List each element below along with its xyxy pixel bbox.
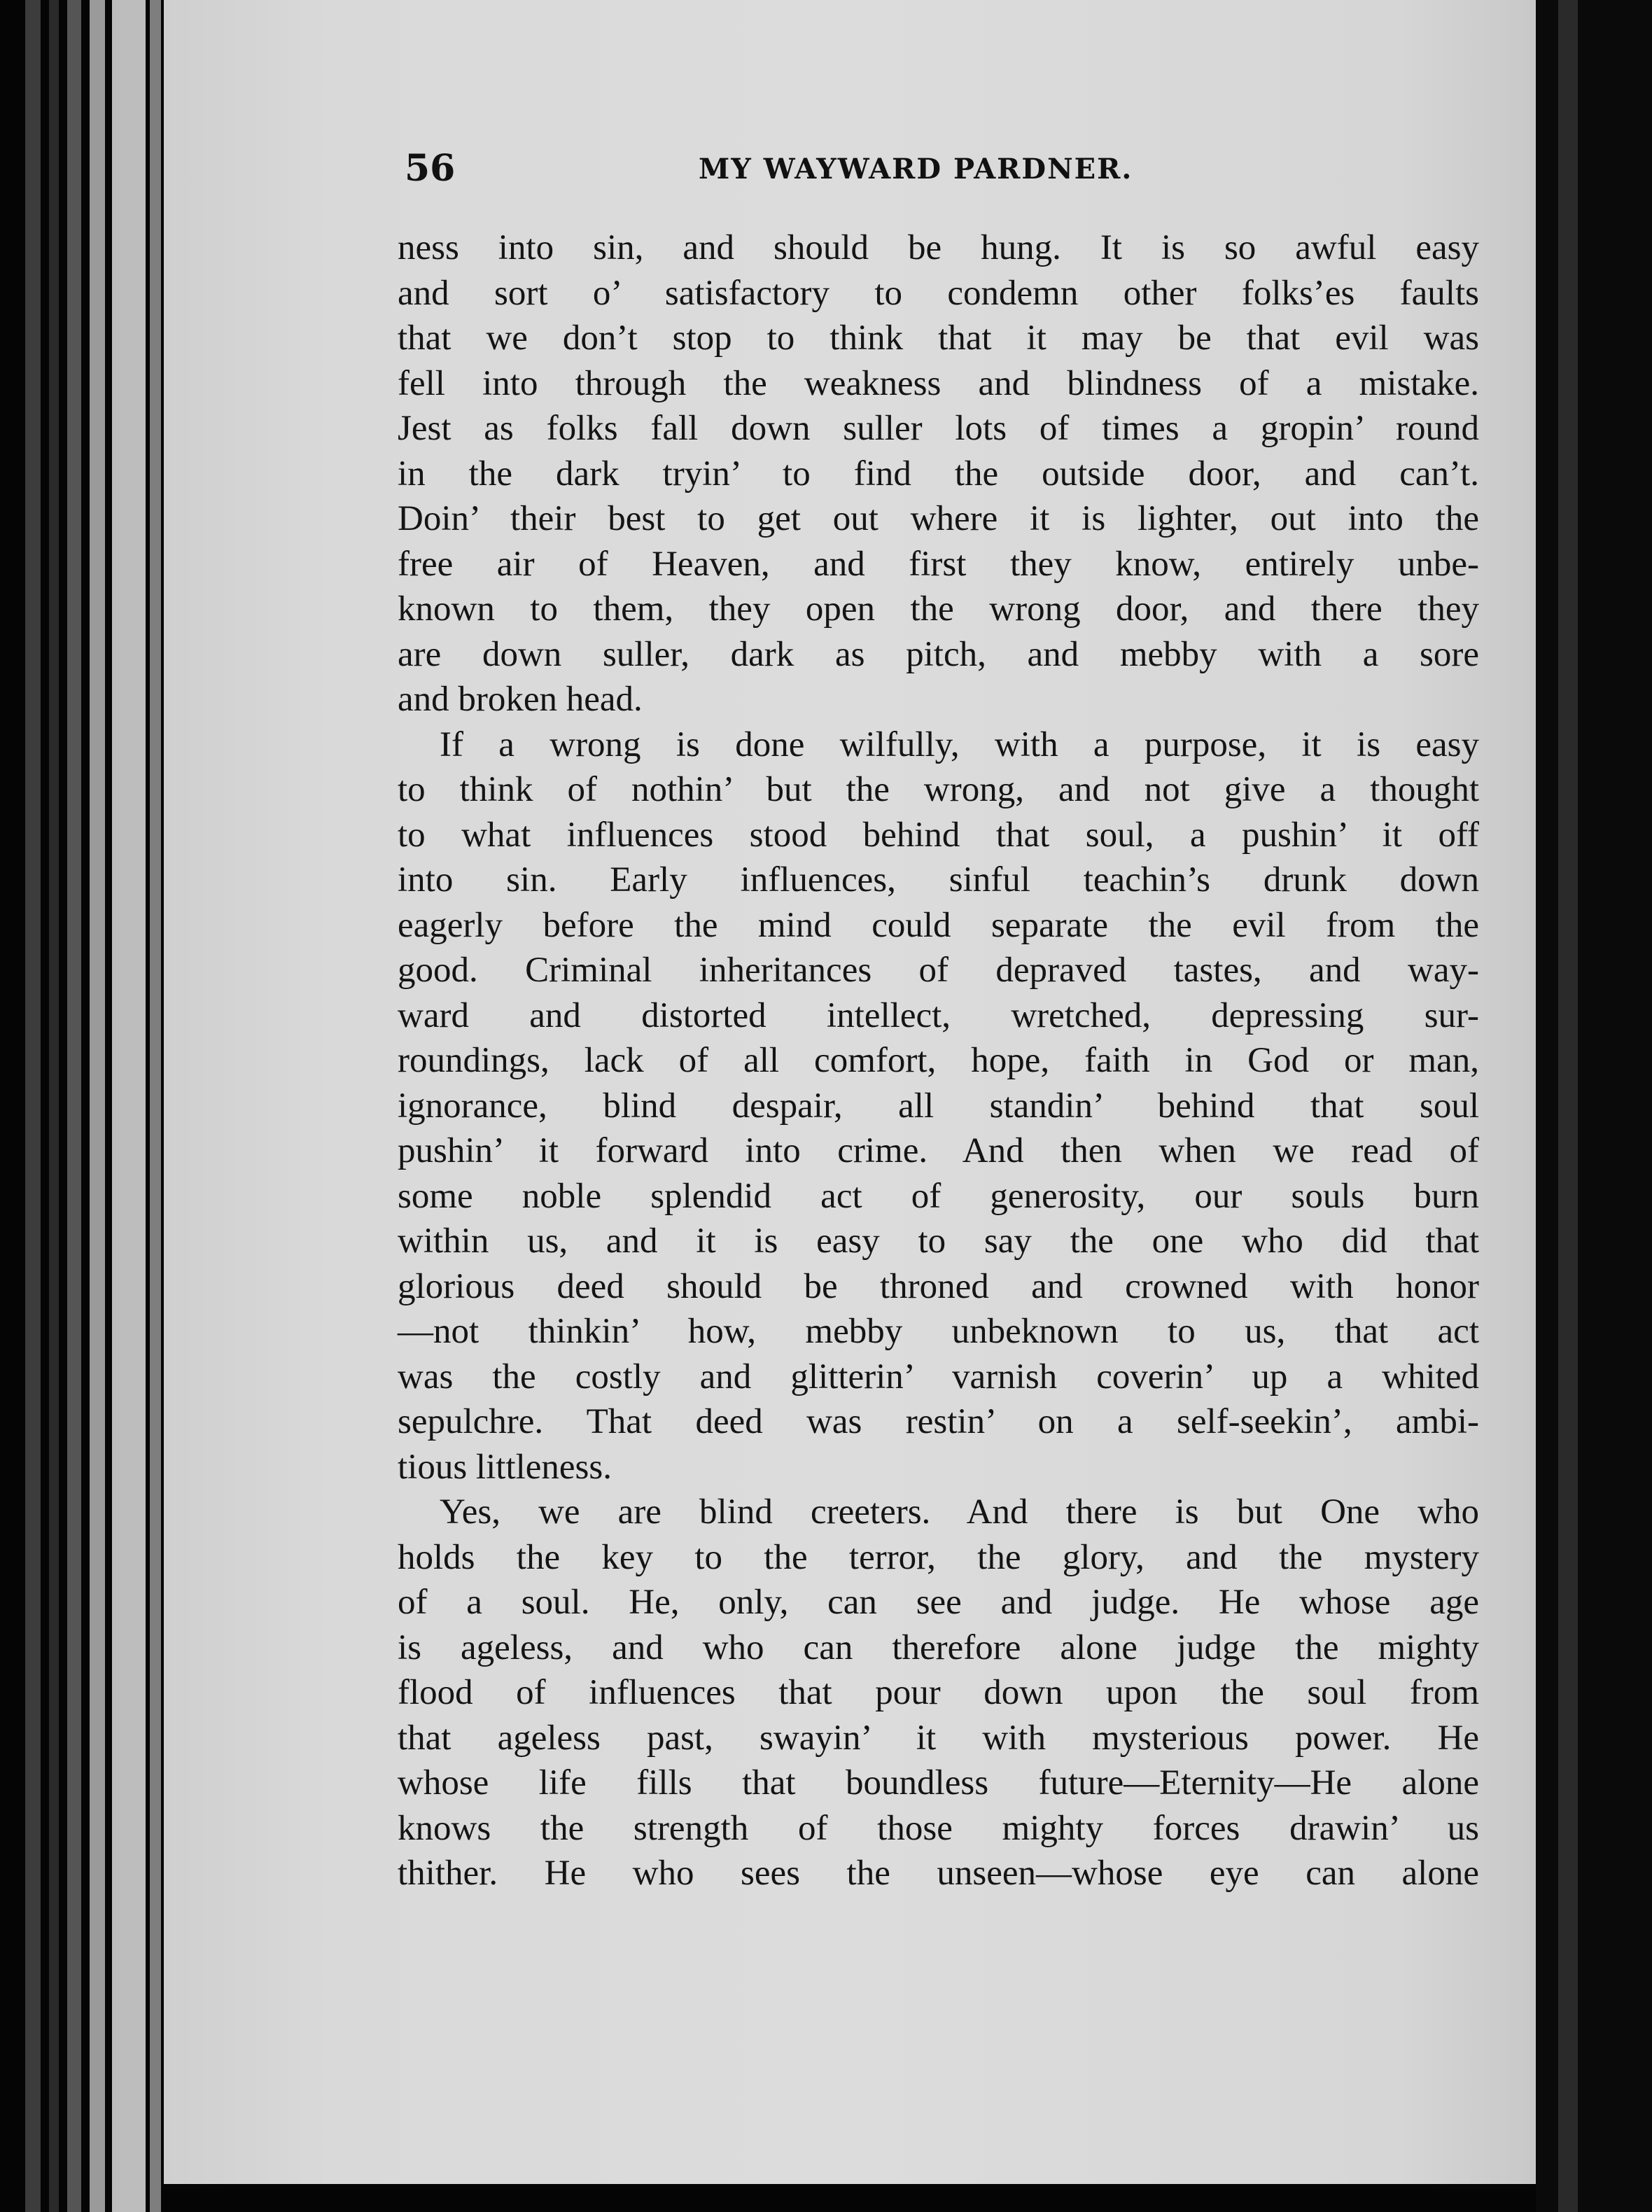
text-line: whose life fills that boundless future—Eternity—He alone — [398, 1763, 1479, 1802]
text-line: flood of influences that pour down upon the soul from — [398, 1673, 1479, 1712]
text-line: ward and distorted intellect, wretched, depressing sur- — [398, 995, 1479, 1035]
text-line: fell into through the weakness and blindness of a mistake. — [398, 363, 1479, 403]
text-line: pushin’ it forward into crime. And then when we read of — [398, 1131, 1479, 1170]
text-line: and sort o’ satisfactory to condemn other folks’es faults — [398, 273, 1479, 313]
text-line: that ageless past, swayin’ it with mysterious power. He — [398, 1718, 1479, 1758]
text-line: good. Criminal inheritances of depraved tastes, and way- — [398, 951, 1479, 990]
book-binding-edge — [150, 0, 161, 2212]
text-line: sepulchre. That deed was restin’ on a self-seekin’, ambi- — [398, 1402, 1479, 1441]
book-binding-edge — [112, 0, 146, 2212]
book-binding-edge — [90, 0, 105, 2212]
text-line: ness into sin, and should be hung. It is so awful easy — [398, 228, 1479, 267]
text-line: to think of nothin’ but the wrong, and not give a thought — [398, 770, 1479, 809]
book-binding-edge — [49, 0, 59, 2212]
text-line: some noble splendid act of generosity, our souls burn — [398, 1176, 1479, 1216]
book-binding-edge — [67, 0, 81, 2212]
text-line: If a wrong is done wilfully, with a purpose, it is easy — [440, 724, 1479, 764]
text-line: —not thinkin’ how, mebby unbeknown to us, that act — [398, 1312, 1479, 1351]
page-header — [405, 147, 1483, 196]
text-line: Jest as folks fall down suller lots of times a gropin’ round — [398, 409, 1479, 448]
text-line: into sin. Early influences, sinful teachin’s drunk down — [398, 860, 1479, 899]
text-line: glorious deed should be throned and crowned with honor — [398, 1266, 1479, 1306]
text-line: free air of Heaven, and first they know, entirely unbe- — [398, 544, 1479, 584]
text-line: eagerly before the mind could separate the evil from the — [398, 905, 1479, 945]
text-line: to what influences stood behind that soul, a pushin’ it off — [398, 815, 1479, 855]
running-head: MY WAYWARD PARDNER. — [699, 153, 1133, 186]
text-line: ignorance, blind despair, all standin’ behind that soul — [398, 1086, 1479, 1126]
text-line: are down suller, dark as pitch, and mebby with a sore — [398, 634, 1479, 674]
text-line: known to them, they open the wrong door, and there they — [398, 589, 1479, 629]
text-line: and broken head. — [398, 680, 643, 719]
text-line: tious littleness. — [398, 1447, 612, 1487]
text-line: holds the key to the terror, the glory, and the mystery — [398, 1537, 1479, 1577]
text-line: Doin’ their best to get out where it is lighter, out into the — [398, 499, 1479, 538]
text-line: roundings, lack of all comfort, hope, faith in God or man, — [398, 1041, 1479, 1080]
text-line: is ageless, and who can therefore alone judge the mighty — [398, 1628, 1479, 1667]
text-line: of a soul. He, only, can see and judge. He whose age — [398, 1583, 1479, 1622]
page-number: 56 — [405, 147, 456, 190]
text-line: that we don’t stop to think that it may be that evil was — [398, 318, 1479, 358]
body-text — [398, 225, 1479, 1896]
page-right-edge-highlight — [1558, 0, 1578, 2212]
text-line: within us, and it is easy to say the one who did that — [398, 1222, 1479, 1261]
text-line: Yes, we are blind creeters. And there is but One who — [440, 1492, 1479, 1532]
book-binding-edge — [25, 0, 41, 2212]
text-line: knows the strength of those mighty forces drawin’ us — [398, 1808, 1479, 1848]
text-line: thither. He who sees the unseen—whose eye can alone — [398, 1854, 1479, 1893]
text-line: was the costly and glitterin’ varnish coverin’ up a whited — [398, 1357, 1479, 1396]
text-line: in the dark tryin’ to find the outside door, and can’t. — [398, 454, 1479, 493]
page-right-edge — [1536, 0, 1652, 2212]
